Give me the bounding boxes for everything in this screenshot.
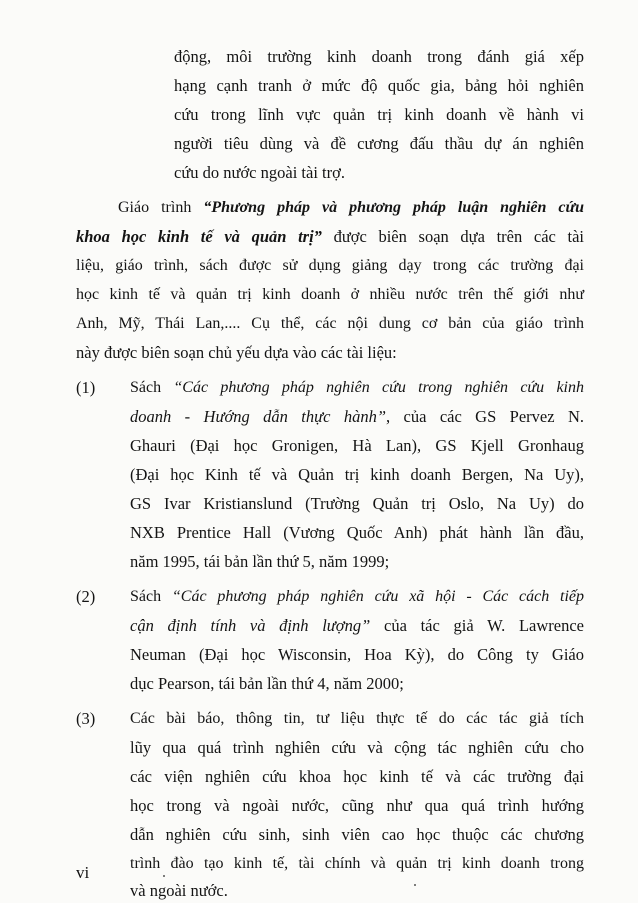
list-item-line: (Đại học Kinh tế và Quản trị kinh doanh Bergen, Na Uy),	[130, 465, 584, 484]
scan-speck	[414, 884, 416, 886]
list-item-line	[130, 406, 584, 428]
intro-text: được biên soạn dựa trên các tài	[321, 227, 584, 246]
book-title-italic: “Các phương pháp nghiên cứu trong nghiên cứu kinh	[173, 379, 584, 396]
book-title-italic: doanh - Hướng dẫn thực hành”	[130, 407, 387, 426]
top-paragraph-line: động, môi trường kinh doanh trong đánh giá xếp	[174, 47, 584, 66]
list-item-line: Các bài báo, thông tin, tư liệu thực tế do các tác giả tích	[130, 710, 584, 727]
list-item-line: dục Pearson, tái bản lần thứ 4, năm 2000;	[130, 674, 404, 693]
list-item-line: và ngoài nước.	[130, 881, 228, 900]
list-item-line: GS Ivar Kristianslund (Trường Quản trị Oslo, Na Uy) do	[130, 494, 584, 513]
list-item-text: của tác giả W. Lawrence	[370, 616, 584, 635]
intro-line	[118, 197, 584, 219]
intro-line: liệu, giáo trình, sách được sử dụng giảng dạy trong các trường đại	[76, 257, 584, 274]
list-item-text: , của các GS Pervez N.	[386, 407, 584, 426]
book-title-italic: khoa học kinh tế và quản trị”	[76, 227, 322, 246]
scan-speck	[163, 875, 165, 877]
page-number: vi	[76, 863, 90, 882]
list-item-line	[130, 615, 584, 637]
book-title-italic: “Các phương pháp nghiên cứu xã hội - Các cách tiếp	[171, 588, 585, 605]
list-item-line: dẫn nghiên cứu sinh, sinh viên cao học thuộc các chương	[130, 825, 584, 844]
intro-line: này được biên soạn chủ yếu dựa vào các tài liệu:	[76, 343, 397, 362]
list-item-line: NXB Prentice Hall (Vương Quốc Anh) phát hành lần đầu,	[130, 523, 584, 542]
list-item-line	[130, 377, 584, 399]
book-title-italic: cận định tính và định lượng”	[130, 616, 371, 635]
intro-line: Anh, Mỹ, Thái Lan,.... Cụ thể, các nội dung cơ bản của giáo trình	[76, 315, 584, 332]
list-item-line: Ghauri (Đại học Gronigen, Hà Lan), GS Kjell Gronhaug	[130, 436, 584, 455]
top-paragraph-line: cứu trong lĩnh vực quản trị kinh doanh về hành vi	[174, 105, 584, 124]
list-item-prefix: Sách	[130, 588, 172, 605]
intro-line: học kinh tế và quản trị kinh doanh ở nhiều nước trên thế giới như	[76, 286, 584, 303]
list-item-line: học trong và ngoài nước, cũng như qua quá trình hướng	[130, 796, 584, 815]
intro-line	[76, 226, 584, 248]
list-item-line: trình đào tạo kinh tế, tài chính và quản trị kinh doanh trong	[130, 855, 584, 872]
list-item-line	[130, 586, 584, 608]
book-title-italic: “Phương pháp và phương pháp luận nghiên cứu	[203, 199, 584, 216]
intro-prefix: Giáo trình	[118, 199, 204, 216]
list-item-number: (1)	[76, 378, 96, 397]
list-item-number: (3)	[76, 709, 96, 728]
list-item-line: lũy qua quá trình nghiên cứu và cộng tác nghiên cứu cho	[130, 738, 584, 757]
top-paragraph-line: hạng cạnh tranh ở mức độ quốc gia, bảng hỏi nghiên	[174, 76, 584, 95]
list-item-line: Neuman (Đại học Wisconsin, Hoa Kỳ), do Công ty Giáo	[130, 645, 584, 664]
list-item-line: các viện nghiên cứu khoa học kinh tế và các trường đại	[130, 767, 584, 786]
top-paragraph-line: người tiêu dùng và đề cương đấu thầu dự án nghiên	[174, 134, 584, 153]
list-item-line: năm 1995, tái bản lần thứ 5, năm 1999;	[130, 552, 390, 571]
list-item-prefix: Sách	[130, 379, 174, 396]
list-item-number: (2)	[76, 587, 96, 606]
top-paragraph-line: cứu do nước ngoài tài trợ.	[174, 163, 345, 182]
